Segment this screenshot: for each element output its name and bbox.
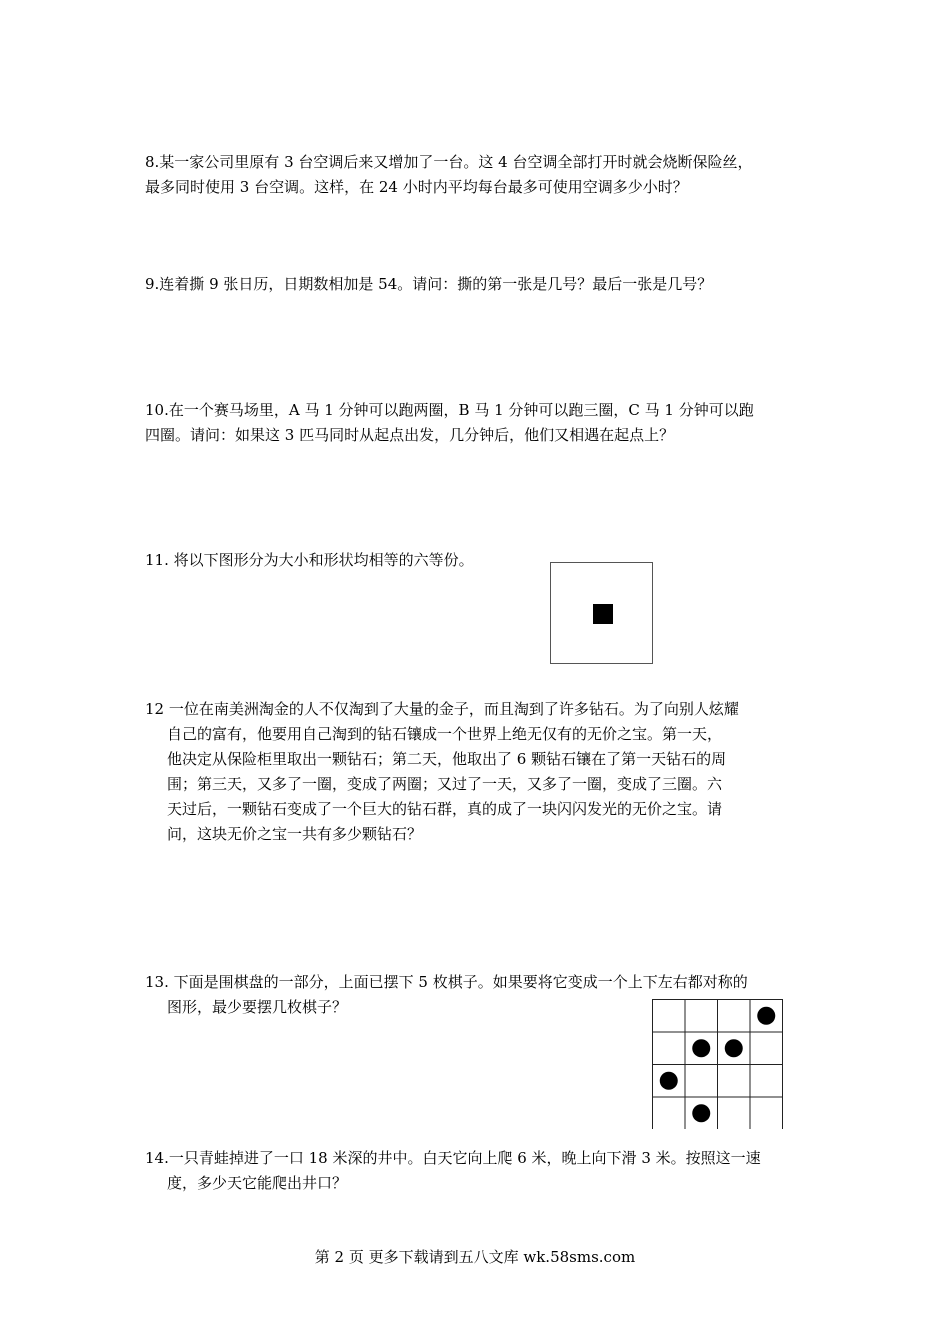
black-stone: [725, 1039, 743, 1057]
board-cell: [750, 1065, 783, 1098]
board-cell: [653, 1000, 686, 1033]
page-footer: 第 2 页 更多下载请到五八文库 wk.58sms.com: [314, 1248, 636, 1266]
board-cell: [653, 1032, 686, 1065]
question-12-line-4: 围；第三天，又多了一圈，变成了两圈；又过了一天，又多了一圈，变成了三圈。六: [167, 775, 723, 793]
question-10: [145, 398, 810, 448]
board-cell: [685, 1065, 718, 1098]
go-board-grid: [652, 999, 784, 1129]
black-stone: [692, 1104, 710, 1122]
board-cell: [653, 1097, 686, 1129]
question-12-line-5: 天过后，一颗钻石变成了一个巨大的钻石群，真的成了一块闪闪发光的无价之宝。请: [167, 800, 723, 818]
question-9: [145, 272, 810, 297]
question-14: [145, 1146, 810, 1196]
question-14-line-2: 度，多少天它能爬出井口？: [167, 1174, 348, 1192]
question-10-line-2: 四圈。请问：如果这 3 匹马同时从起点出发，几分钟后，他们又相遇在起点上？: [145, 426, 675, 444]
go-board-figure: [652, 999, 784, 1129]
question-8-line-1: 8.某一家公司里原有 3 台空调后来又增加了一台。这 4 台空调全部打开时就会烧断保险丝，: [145, 153, 753, 171]
center-black-square: [593, 604, 613, 624]
question-14-line-1: 14.一只青蛙掉进了一口 18 米深的井中。白天它向上爬 6 米，晚上向下滑 3 米。按照这一速: [145, 1149, 761, 1167]
board-cell: [718, 1097, 751, 1129]
black-stone: [660, 1072, 678, 1090]
board-cell: [718, 1065, 751, 1098]
question-12-line-1: 12 一位在南美洲淘金的人不仅淘到了大量的金子，而且淘到了许多钻石。为了向别人炫耀: [145, 700, 739, 718]
board-cell: [750, 1032, 783, 1065]
question-13-line-1: 13. 下面是围棋盘的一部分，上面已摆下 5 枚棋子。如果要将它变成一个上下左右都对称的: [145, 973, 748, 991]
question-8-line-2: 最多同时使用 3 台空调。这样，在 24 小时内平均每台最多可使用空调多少小时？: [145, 178, 688, 196]
black-stone: [757, 1007, 775, 1025]
question-11-line-1: 11. 将以下图形分为大小和形状均相等的六等份。: [145, 551, 474, 569]
square-figure: [550, 562, 653, 664]
black-stone: [692, 1039, 710, 1057]
question-8: [145, 150, 810, 200]
question-12-line-3: 他决定从保险柜里取出一颗钻石；第二天，他取出了 6 颗钻石镶在了第一天钻石的周: [167, 750, 727, 768]
question-12: [145, 697, 810, 847]
board-cell: [750, 1097, 783, 1129]
question-10-line-1: 10.在一个赛马场里，A 马 1 分钟可以跑两圈，B 马 1 分钟可以跑三圈，C 马 1 分钟可以跑: [145, 401, 754, 419]
board-cell: [718, 1000, 751, 1033]
question-9-line-1: 9.连着撕 9 张日历，日期数相加是 54。请问：撕的第一张是几号？最后一张是几号？: [145, 275, 713, 293]
question-11: [145, 548, 810, 573]
question-12-line-2: 自己的富有，他要用自己淘到的钻石镶成一个世界上绝无仅有的无价之宝。第一天，: [167, 725, 723, 743]
board-cell: [685, 1000, 718, 1033]
question-12-line-6: 问，这块无价之宝一共有多少颗钻石？: [167, 825, 423, 843]
question-13-line-2: 图形，最少要摆几枚棋子？: [167, 998, 348, 1016]
